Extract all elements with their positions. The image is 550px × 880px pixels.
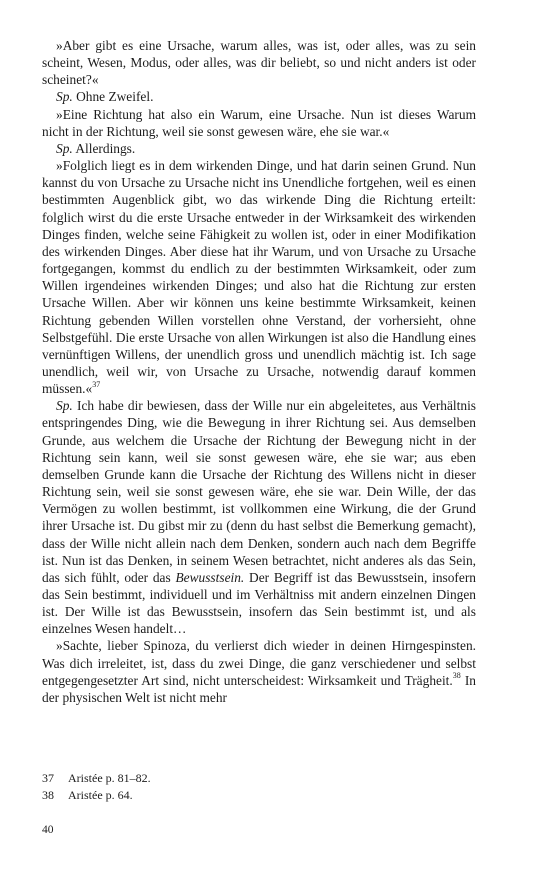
paragraph: »Sachte, lieber Spinoza, du verlierst dich wieder in deinen Hirngespinsten. Was dich irreleitet, ist, dass du zwei Dinge, die ganz verschiedener und selbst entgegengesetzter Art sind, nicht unterscheidest: Wirksamkeit und Trägheit.$^{38}$ In der physischen Welt ist nicht mehr bbox=[42, 638, 476, 705]
paragraph: Sp. Ohne Zweifel. bbox=[56, 89, 154, 105]
paragraph: Sp. Allerdings. bbox=[56, 140, 136, 156]
footnotes bbox=[42, 770, 476, 804]
speaker-label: Sp. bbox=[56, 140, 73, 156]
footnote-text: Aristée p. 64. bbox=[68, 788, 133, 802]
speaker-label: Sp. bbox=[56, 89, 73, 105]
paragraph: Sp. Ich habe dir bewiesen, dass der Wille nur ein abgeleitetes, aus Verhältnis entspringendes Ding, wie die Bewegung in ihrer Richtung sei. Aus demselben Grunde, aus welchem die Ursache der Richtung der Bewegung nicht in der Richtung sein kann, weil sie sonst gewesen wäre, ehe sie war; aus eben demselben Grunde kann die Ursache der Richtung des Willens nicht in dieser Richtung sein, weil sie sonst gewesen wäre, ehe sie war. Dein Wille, der das Vermögen zu wollen bestimmt, ist vollkommen eine Wirkung, die der Grund ihrer Ursache ist. Du gibst mir zu (denn du hast selbst die Bemerkung gemacht), dass der Wille nicht allein nach dem Denken, sondern auch nach dem Begriffe ist. Nun ist das Denken, in seinem Wesen betrachtet, nicht anderes als das Sein, das sich fühlt, oder das Bewusstsein. Der Begriff ist das Bewusstsein, insofern das Sein bestimmt, individuell und im Verhältniss mit andern einzelnen Dingen ist. Der Wille ist das Bewusstsein, insofern das Sein bestimmt ist, und als einzelnes Wesen handelt… bbox=[42, 398, 476, 637]
emphasis: Bewusstsein. bbox=[175, 569, 245, 585]
paragraph: »Folglich liegt es in dem wirkenden Dinge, und hat darin seinen Grund. Nun kannst du von Ursache zu Ursache nicht ins Unendliche fortgehen, weil es einen bestimmten Augenblick gibt, wo das wirkende Ding die Richtung erteilt: folglich wirst du die erste Ursache entweder in der Wirksamkeit des wirkenden Dinges finden, welche seine Fähigkeit zu wollen ist, oder in einer Modifikation des wirkenden Dinges. Aber diese hat ihr Warum, und von Ursache zu Ursache fortgegangen, kommst du endlich zu der bestimmten Wirksamkeit, oder zum Willen irgendeines wirkenden Dinges; und also hat die Richtung zur ersten Ursache Willen. Aber wir können uns keine bestimmte Wirksamkeit, keinen Richtung gebenden Willen vorstellen ohne Verstand, der vorhersieht, ohne Selbstgefühl. Die erste Ursache von allen Wirkungen ist also die Handlung eines vernünftigen Willens, der unendlich gross und unendlich mächtig ist. Ich sage unendlich, weil wir, von Ursache zu Ursache, notwendig darauf kommen müssen.«$^{37}$ bbox=[42, 158, 476, 397]
footnote-ref: 37 bbox=[92, 379, 101, 389]
footnote-ref: 38 bbox=[452, 671, 461, 681]
footnote bbox=[42, 770, 476, 787]
footnote bbox=[42, 787, 476, 804]
paragraph: »Aber gibt es eine Ursache, warum alles, was ist, oder alles, was zu sein scheint, Wesen, Modus, oder alles, was dir beliebt, so und nicht anders ist oder scheinet?« bbox=[42, 38, 476, 88]
body-text bbox=[42, 37, 476, 706]
page-number: 40 bbox=[42, 824, 54, 836]
footnote-text: Aristée p. 81–82. bbox=[68, 771, 151, 785]
speaker-label: Sp. bbox=[56, 398, 73, 414]
paragraph: »Eine Richtung hat also ein Warum, eine Ursache. Nun ist dieses Warum nicht in der Richtung, weil sie sonst gewesen wäre, ehe sie war.« bbox=[42, 106, 476, 139]
footnote-number: 38 bbox=[42, 788, 54, 802]
footnote-number: 37 bbox=[42, 771, 54, 785]
